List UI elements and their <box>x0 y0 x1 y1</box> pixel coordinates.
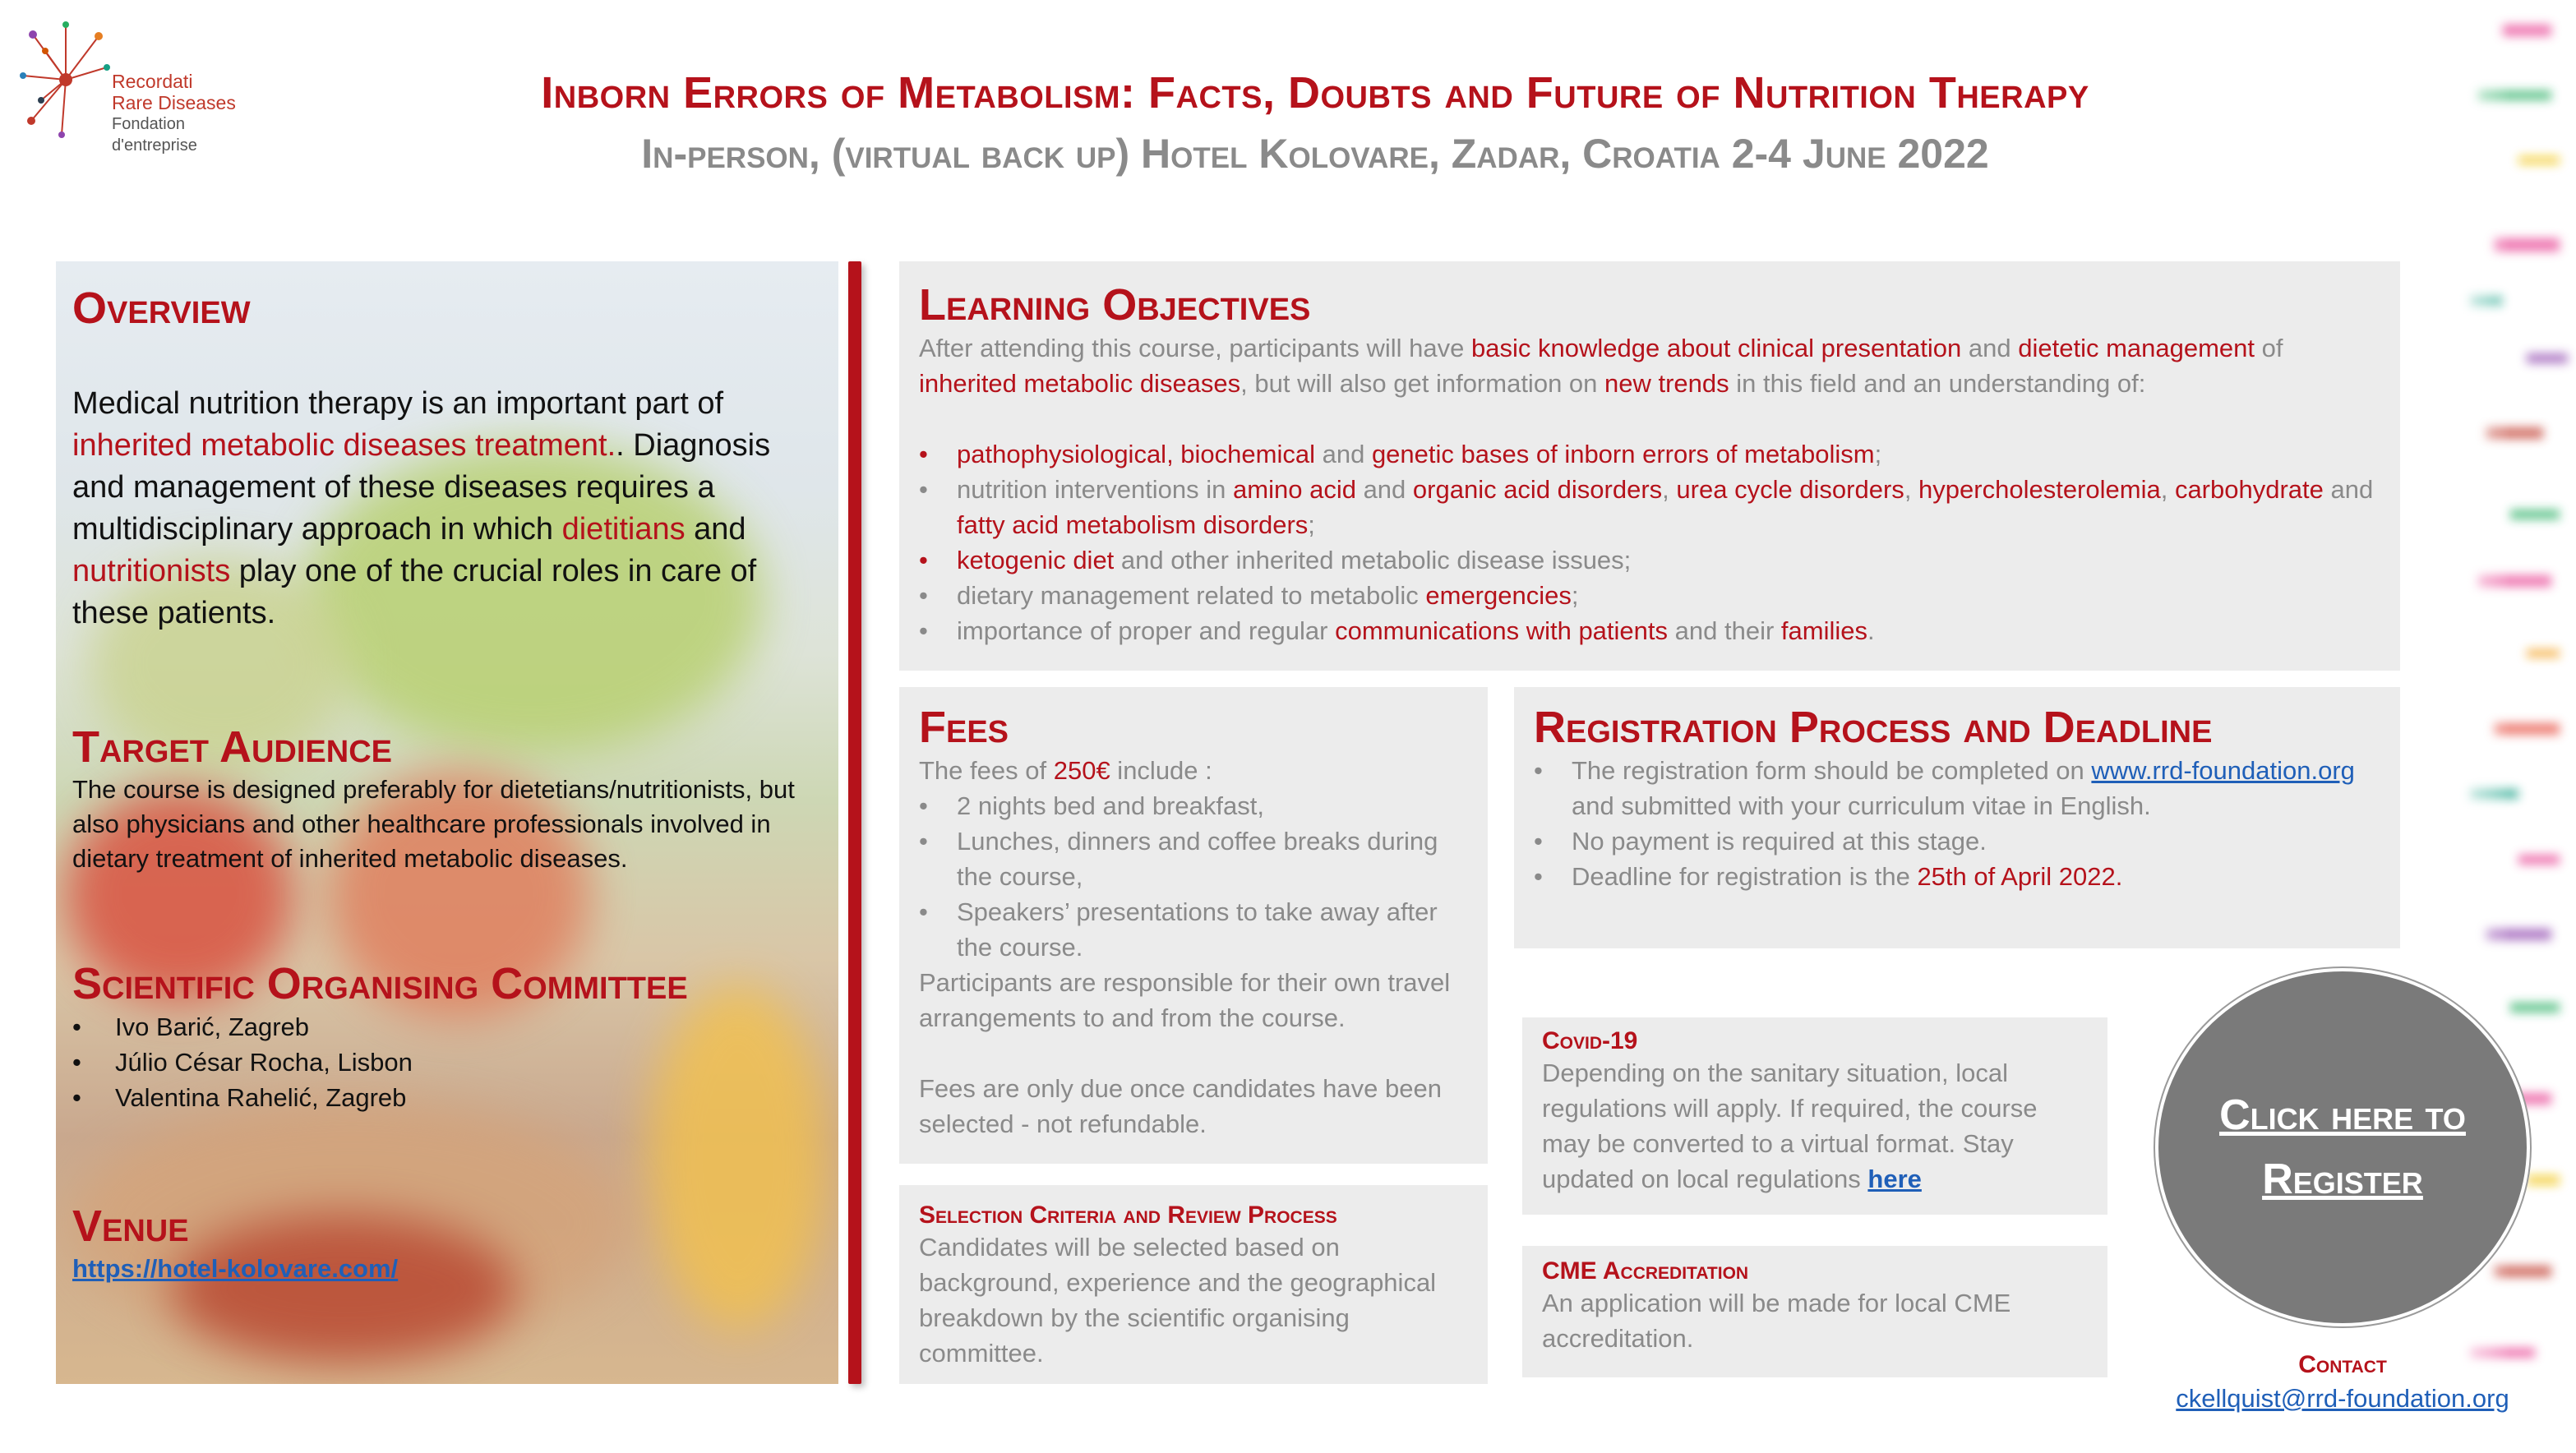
fees-heading: Fees <box>919 703 1009 752</box>
list-item: • nutrition interventions in amino acid and organic acid disorders, urea cycle disorders, hypercholesterolemia, carbohydrate and fatty acid metabolism disorders; <box>919 475 2374 539</box>
divider <box>848 261 861 1384</box>
list-item: • ketogenic diet and other inherited metabolic disease issues; <box>919 546 1632 574</box>
page-subtitle: In-person, (virtual back up) Hotel Kolovare, Zadar, Croatia 2-4 June 2022 <box>641 131 1989 177</box>
covid-heading: Covid-19 <box>1542 1027 1638 1054</box>
list-item: • No payment is required at this stage. <box>1534 827 1987 856</box>
fees-list <box>919 788 1471 965</box>
fees-box <box>899 687 1488 1164</box>
target-audience-text: The course is designed preferably for dietetians/nutritionists, but also physicians and other healthcare professionals involved in dietary treatment of inherited metabolic diseases. <box>72 775 795 873</box>
list-item: • Deadline for registration is the 25th of April 2022. <box>1534 862 2123 891</box>
list-item: • dietary management related to metabolic emergencies; <box>919 581 1579 610</box>
list-item: • 2 nights bed and breakfast, <box>919 791 1264 820</box>
selection-criteria-text: Candidates will be selected based on background, experience and the geographical breakdown by the scientific organising committee. <box>919 1233 1437 1368</box>
overview-text: Medical nutrition therapy is an important part of inherited metabolic diseases treatment.. Diagnosis and management of these diseases requires a multidisciplinary approach in which dietitians and nutritionists play one of the crucial roles in care of these patients. <box>72 386 771 630</box>
learning-objectives-heading: Learning Objectives <box>919 280 1311 330</box>
cme-box <box>1522 1246 2107 1377</box>
target-audience-heading: Target Audience <box>72 722 392 772</box>
registration-heading: Registration Process and Deadline <box>1534 703 2213 752</box>
selection-criteria-heading: Selection Criteria and Review Process <box>919 1202 1337 1229</box>
registration-link[interactable]: www.rrd-foundation.org <box>2091 756 2355 785</box>
contact-email-link[interactable]: ckellquist@rrd-foundation.org <box>2176 1384 2509 1413</box>
list-item: • Speakers’ presentations to take away after the course. <box>919 897 1438 962</box>
venue-heading: Venue <box>72 1202 189 1251</box>
logo-line1: Recordati <box>112 71 193 92</box>
list-item: • Júlio César Rocha, Lisbon <box>72 1045 822 1080</box>
overview-heading: Overview <box>72 284 251 333</box>
logo-line3: Fondation d'entreprise <box>112 115 197 155</box>
contact-heading: Contact <box>2298 1351 2387 1378</box>
logo-line2: Rare Diseases <box>112 92 236 113</box>
list-item: • Valentina Rahelić, Zagreb <box>72 1080 822 1115</box>
covid-regulations-link[interactable]: here <box>1867 1165 1922 1193</box>
list-item: • importance of proper and regular communications with patients and their families. <box>919 616 1875 645</box>
register-button-line1: Click here to <box>2219 1091 2466 1139</box>
list-item: • The registration form should be completed on www.rrd-foundation.org and submitted with your curriculum vitae in English. <box>1534 756 2355 820</box>
list-item: • Ivo Barić, Zagreb <box>72 1009 822 1045</box>
covid-text: Depending on the sanitary situation, local regulations will apply. If required, the course may be converted to a virtual format. Stay updated on local regulations here <box>1542 1059 2038 1193</box>
register-button-line2: Register <box>2262 1155 2423 1203</box>
registration-box <box>1514 687 2400 948</box>
learning-objectives-intro: After attending this course, participants will have basic knowledge about clinical presentation and dietetic management of inherited metabolic diseases, but will also get information on new trends in this field and an understanding of: <box>919 334 2283 398</box>
page-title: Inborn Errors of Metabolism: Facts, Doubts and Future of Nutrition Therapy <box>541 68 2089 118</box>
covid-box <box>1522 1017 2107 1215</box>
fees-travel-note: Participants are responsible for their own travel arrangements to and from the course. <box>919 968 1451 1032</box>
registration-list <box>1534 753 2380 894</box>
fees-refund-note: Fees are only due once candidates have been selected - not refundable. <box>919 1074 1442 1138</box>
left-panel <box>56 261 838 1384</box>
list-item: • Lunches, dinners and coffee breaks during the course, <box>919 827 1438 891</box>
cme-heading: CME Accreditation <box>1542 1257 1749 1285</box>
venue-link[interactable]: https://hotel-kolovare.com/ <box>72 1254 399 1283</box>
learning-objectives-list <box>919 436 2380 648</box>
list-item: • pathophysiological, biochemical and genetic bases of inborn errors of metabolism; <box>919 440 1882 468</box>
register-button[interactable] <box>2158 971 2527 1323</box>
committee-list <box>72 1009 822 1115</box>
committee-heading: Scientific Organising Committee <box>72 959 688 1008</box>
learning-objectives-box <box>899 261 2400 671</box>
fees-intro: The fees of 250€ include : <box>919 756 1212 785</box>
cme-text: An application will be made for local CME accreditation. <box>1542 1289 2011 1353</box>
selection-criteria-box <box>899 1185 1488 1384</box>
